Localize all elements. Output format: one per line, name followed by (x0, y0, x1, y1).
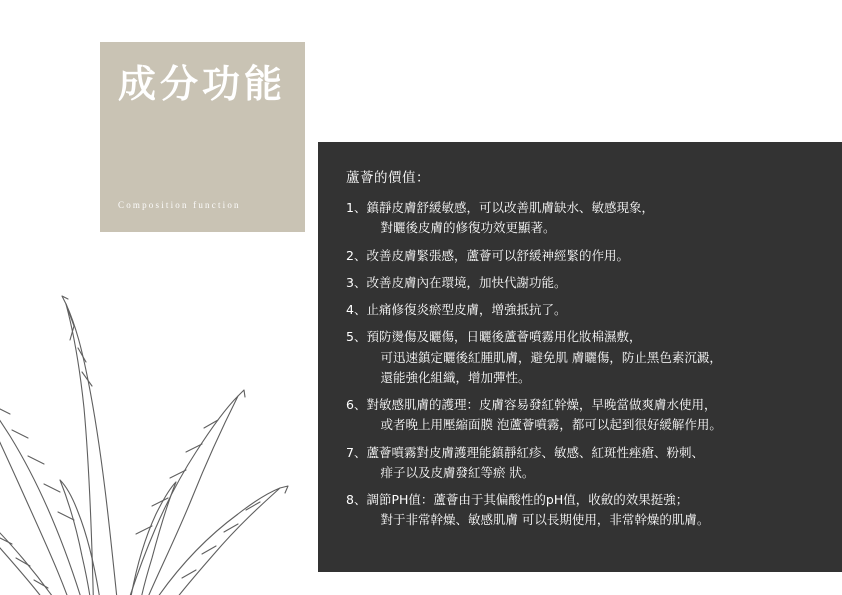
list-item-body (366, 327, 826, 388)
list-item-number: 3、 (346, 274, 367, 290)
panel-heading: 蘆薈的價值： (346, 170, 430, 186)
list-item-line: 預防燙傷及曬傷，日曬後蘆薈噴霧用化妝棉濕敷， (366, 329, 642, 345)
list-item-number: 1、 (346, 200, 367, 215)
list-item (346, 198, 826, 239)
list-item-body (366, 395, 826, 436)
list-item-body (366, 273, 826, 293)
list-item (346, 273, 826, 293)
aloe-plant-illustration (0, 230, 330, 595)
list-item-body (366, 300, 826, 320)
list-item-line: 改善皮膚緊張感，蘆薈可以舒緩神經緊的作用。 (366, 247, 629, 263)
list-item-number: 5、 (346, 329, 367, 345)
list-item-number: 7、 (346, 444, 367, 460)
list-item (346, 443, 826, 484)
list-item-line: 鎮靜皮膚舒緩敏感，可以改善肌膚缺水、敏感現象， (366, 200, 654, 215)
list-item-line: 蘆薈噴霧對皮膚護理能鎮靜紅疹、敏感、紅斑性痤瘡、粉刺、 (366, 444, 704, 460)
list-item-line: 對于非常幹燥、敏感肌膚 可以長期使用，非常幹燥的肌膚。 (380, 512, 710, 528)
list-item-line: 或者晚上用壓縮面膜 泡蘆薈噴霧，都可以起到很好緩解作用。 (380, 417, 722, 433)
page-subtitle: Composition function (118, 200, 241, 210)
list-item-line: 改善皮膚內在環境，加快代謝功能。 (366, 274, 567, 290)
list-item-body (366, 490, 826, 531)
list-item-number: 4、 (346, 302, 367, 317)
list-item-number: 2、 (346, 247, 367, 263)
page-title: 成分功能 (118, 62, 287, 106)
list-item (346, 300, 826, 320)
list-item-body (366, 198, 826, 239)
list-item (346, 490, 826, 531)
list-item-line: 調節PH值：蘆薈由于其偏酸性的pH值，收斂的效果挺強； (366, 492, 689, 507)
list-item-line: 可迅速鎮定曬後紅腫肌膚，避免肌 膚曬傷，防止黑色素沉澱， (380, 349, 722, 365)
content-panel-inner (346, 166, 826, 538)
list-item-body (366, 443, 826, 484)
list-item-line: 還能強化組織，增加彈性。 (380, 369, 531, 385)
list-item-line: 對敏感肌膚的護理：皮膚容易發紅幹燥，早晚當做爽膚水使用， (366, 397, 717, 412)
content-panel (318, 142, 842, 572)
list-item-line: 對曬後皮膚的修復功效更顯著。 (380, 220, 556, 236)
list-item (346, 246, 826, 266)
list-item (346, 395, 826, 436)
list-item-line: 止痛修復炎瘀型皮膚，增強抵抗了。 (366, 302, 567, 317)
list-item-line: 痱子以及皮膚發紅等瘀 狀。 (380, 464, 535, 480)
list-item (346, 327, 826, 388)
list-item-body (366, 246, 826, 266)
list-item-number: 6、 (346, 397, 367, 412)
benefit-list (346, 198, 826, 531)
list-item-number: 8、 (346, 492, 367, 507)
